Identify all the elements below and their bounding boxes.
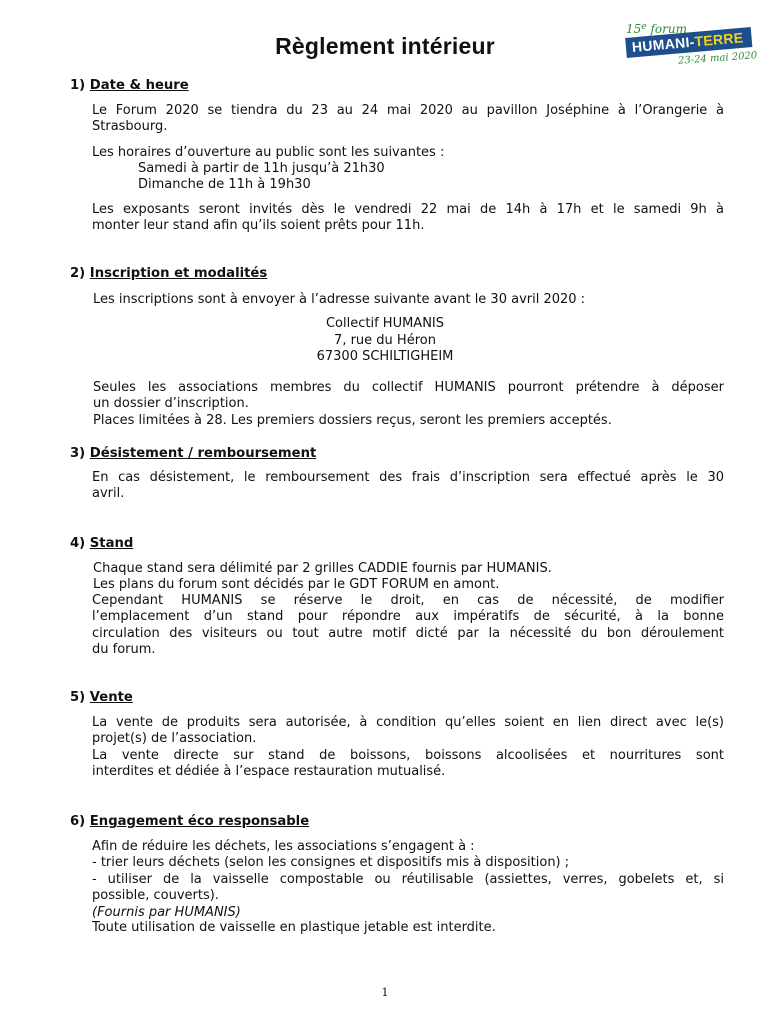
- page-number: 1: [381, 986, 389, 999]
- schedule-sunday: Dimanche de 11h à 19h30: [138, 177, 311, 192]
- paragraph: Les exposants seront invités dès le vendredi 22 mai de 14h à 17h et le samedi 9h à monter leur stand afin qu’ils soient prêts pour 11h.: [92, 202, 724, 234]
- logo-edition: 15e forum: [626, 22, 687, 36]
- paragraph: En cas désistement, le remboursement des frais d’inscription sera effectué après le 30 avril.: [92, 470, 724, 502]
- section-heading-date-heure: 1) Date & heure: [70, 78, 189, 93]
- logo-dates: 23-24 mai 2020: [677, 50, 758, 67]
- paragraph: Seules les associations membres du collectif HUMANIS pourront prétendre à déposer un dossier d’inscription. Places limitées à 28. Les premiers dossiers reçus, seront les premiers acceptés.: [93, 380, 724, 428]
- paragraph: Les plans du forum sont décidés par le GDT FORUM en amont.: [93, 577, 500, 592]
- logo-name: HUMANI-TERRE: [631, 29, 744, 55]
- paragraph: Le Forum 2020 se tiendra du 23 au 24 mai 2020 au pavillon Joséphine à l’Orangerie à Strasbourg.: [92, 103, 724, 135]
- section-heading-engagement: 6) Engagement éco responsable: [70, 814, 310, 829]
- section-heading-vente: 5) Vente: [70, 690, 133, 705]
- page-title: Règlement intérieur: [275, 33, 495, 59]
- section-heading-inscription: 2) Inscription et modalités: [70, 266, 268, 281]
- section-heading-desistement: 3) Désistement / remboursement: [70, 446, 317, 461]
- paragraph: Afin de réduire les déchets, les associations s’engagent à : - trier leurs déchets (selon les consignes et dispositifs mis à disposition) ; - utiliser de la vaisselle compostable ou réutilisable (assiettes, verres, gobelets et, si possible, couverts). (Fournis par HUMANIS): [92, 839, 724, 920]
- schedule-saturday: Samedi à partir de 11h jusqu’à 21h30: [138, 161, 385, 176]
- paragraph: Les horaires d’ouverture au public sont les suivantes :: [92, 145, 445, 160]
- paragraph: Les inscriptions sont à envoyer à l’adresse suivante avant le 30 avril 2020 :: [93, 292, 586, 307]
- paragraph: Cependant HUMANIS se réserve le droit, en cas de nécessité, de modifier l’emplacement d’un stand pour répondre aux impératifs de sécurité, à la bonne circulation des visiteurs ou tout autre motif dicté par la nécessité du bon déroulement du forum.: [92, 593, 724, 658]
- postal-address: Collectif HUMANIS 7, rue du Héron 67300 SCHILTIGHEIM: [316, 316, 454, 364]
- paragraph: La vente de produits sera autorisée, à condition qu’elles soient en lien direct avec le(s) projet(s) de l’association. La vente directe sur stand de boissons, boissons alcoolisées et nourritures sont interdites et dédiée à l’espace restauration mutualisé.: [92, 715, 724, 780]
- section-heading-stand: 4) Stand: [70, 536, 134, 551]
- paragraph: Toute utilisation de vaisselle en plastique jetable est interdite.: [92, 920, 496, 935]
- paragraph: Chaque stand sera délimité par 2 grilles CADDIE fournis par HUMANIS.: [93, 561, 552, 576]
